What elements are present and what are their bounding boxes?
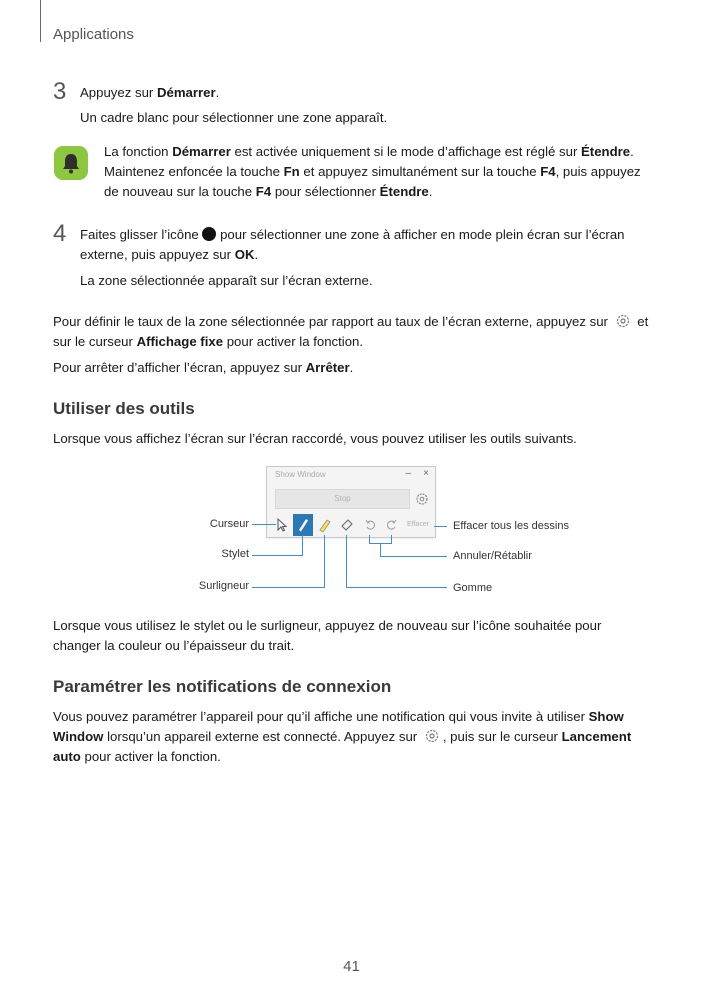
- eraser-icon: [339, 517, 355, 533]
- note-line: [104, 182, 664, 202]
- step-number-3: 3: [53, 78, 67, 105]
- bold-text: auto: [53, 749, 81, 764]
- note-line: [104, 162, 664, 182]
- step4-result: La zone sélectionnée apparaît sur l’écran externe.: [80, 273, 373, 288]
- paragraph-line: Lorsque vous utilisez le stylet ou le surligneur, appuyez de nouveau sur l’icône souhaitée pour: [53, 618, 602, 633]
- step3-instruction: [80, 83, 219, 103]
- section-title: Applications: [53, 26, 134, 43]
- cursor-icon: [273, 517, 289, 533]
- tools-intro: Lorsque vous affichez l’écran sur l’écran raccordé, vous pouvez utiliser les outils suivants.: [53, 431, 577, 446]
- paragraph-line: [53, 747, 653, 767]
- text: , puis sur le curseur: [442, 729, 562, 744]
- bold-text: Arrêter: [305, 360, 350, 375]
- section-divider: [40, 0, 41, 42]
- paragraph-line: changer la couleur ou l’épaisseur du trait.: [53, 638, 295, 653]
- callout-undo-redo: Annuler/Rétablir: [453, 550, 532, 562]
- step3-result: Un cadre blanc pour sélectionner une zone apparaît.: [80, 110, 388, 125]
- drawing-toolbar: [267, 514, 435, 537]
- text: .: [254, 247, 259, 262]
- text: La fonction: [104, 144, 173, 159]
- paragraph-line: [53, 332, 653, 352]
- gear-icon: [615, 313, 631, 329]
- callout-clear-all: Effacer tous les dessins: [453, 520, 569, 532]
- text: Faites glisser l’icône: [80, 227, 203, 242]
- text: et: [633, 314, 649, 329]
- paragraph-line: [53, 312, 653, 332]
- text: Appuyez sur: [80, 85, 157, 100]
- text: externe, puis appuyez sur: [80, 247, 235, 262]
- start-stop-button: Stop: [275, 489, 410, 509]
- bold-text: Étendre: [581, 144, 631, 159]
- step4-line: [80, 245, 660, 265]
- text: Vous pouvez paramétrer l’appareil pour qu’il affiche une notification qui vous invite à utiliser: [53, 709, 589, 724]
- bold-text: Étendre: [379, 184, 429, 199]
- text: lorsqu’un appareil externe est connecté. Appuyez sur: [103, 729, 421, 744]
- tools-usage-paragraph: [53, 616, 653, 656]
- callout-line-clear-all: [434, 526, 447, 527]
- highlighter-icon: [317, 517, 333, 533]
- text: .: [428, 184, 433, 199]
- bold-text: F4: [540, 164, 556, 179]
- text: pour sélectionner une zone à afficher en mode plein écran sur l’écran: [216, 227, 625, 242]
- text: pour activer la fonction.: [80, 749, 221, 764]
- notifications-heading: Paramétrer les notifications de connexion: [53, 677, 392, 696]
- callout-eraser: Gomme: [453, 582, 493, 594]
- callout-line-pen-h: [252, 555, 303, 556]
- callout-line-pen-v: [302, 535, 303, 556]
- pen-icon: [293, 514, 313, 536]
- text: sur le curseur: [53, 334, 137, 349]
- drag-handle-icon: [202, 227, 216, 241]
- step-number-4: 4: [53, 220, 67, 247]
- clear-all-label: Effacer: [407, 521, 430, 528]
- callout-cursor: Curseur: [209, 518, 249, 530]
- text: de nouveau sur la touche: [104, 184, 256, 199]
- bold-text: OK: [234, 247, 255, 262]
- text: , puis appuyez: [555, 164, 641, 179]
- text: Pour définir le taux de la zone sélectionnée par rapport au taux de l’écran externe, appuyez sur: [53, 314, 612, 329]
- pen-tool-selected: [293, 514, 313, 536]
- close-icon: ×: [423, 468, 429, 479]
- note-bell-icon: [54, 146, 88, 180]
- callout-line-undoredo-h: [380, 556, 447, 557]
- callout-line-undo-v: [369, 535, 370, 543]
- text: pour activer la fonction.: [223, 334, 364, 349]
- bold-text: Lancement: [561, 729, 632, 744]
- bold-text: Démarrer: [172, 144, 231, 159]
- settings-gear-icon: [415, 492, 429, 506]
- callout-line-undoredo-v: [380, 543, 381, 557]
- callout-line-eraser-h: [346, 587, 447, 588]
- text: et appuyez simultanément sur la touche: [299, 164, 541, 179]
- text: .: [349, 360, 354, 375]
- callout-line-cursor: [252, 524, 276, 525]
- callout-line-highlighter-h: [252, 587, 325, 588]
- callout-line-highlighter-v: [324, 535, 325, 588]
- show-window-mockup: [266, 466, 436, 538]
- callout-highlighter: Surligneur: [198, 580, 249, 592]
- callout-line-eraser-v: [346, 535, 347, 588]
- notifications-paragraph: [53, 707, 653, 767]
- tools-heading: Utiliser des outils: [53, 399, 195, 418]
- note-line: [104, 142, 664, 162]
- paragraph-line: [53, 727, 653, 747]
- undo-icon: [363, 517, 379, 533]
- note-text: [104, 142, 664, 202]
- callout-line-redo-v: [391, 535, 392, 543]
- callout-pen: Stylet: [221, 548, 249, 560]
- bold-text: F4: [255, 184, 272, 199]
- bold-text: Window: [53, 729, 104, 744]
- bold-text: Fn: [283, 164, 300, 179]
- text: .: [215, 85, 220, 100]
- text: Maintenez enfoncée la touche: [104, 164, 284, 179]
- ratio-paragraph: [53, 312, 653, 352]
- step4-instruction: [80, 225, 660, 265]
- window-title: Show Window: [275, 470, 326, 479]
- page-number: 41: [343, 958, 360, 975]
- paragraph-line: [53, 707, 653, 727]
- gear-icon: [424, 728, 440, 744]
- minimize-icon: –: [405, 468, 411, 479]
- step4-line: [80, 225, 660, 245]
- text: est activée uniquement si le mode d’affichage est réglé sur: [230, 144, 582, 159]
- text: Pour arrêter d’afficher l’écran, appuyez sur: [53, 360, 306, 375]
- bold-text: Affichage fixe: [136, 334, 224, 349]
- redo-icon: [383, 517, 399, 533]
- text: pour sélectionner: [271, 184, 380, 199]
- bold-text: Démarrer: [156, 85, 216, 100]
- text: .: [630, 144, 634, 159]
- stop-paragraph: [53, 358, 353, 378]
- bold-text: Show: [588, 709, 624, 724]
